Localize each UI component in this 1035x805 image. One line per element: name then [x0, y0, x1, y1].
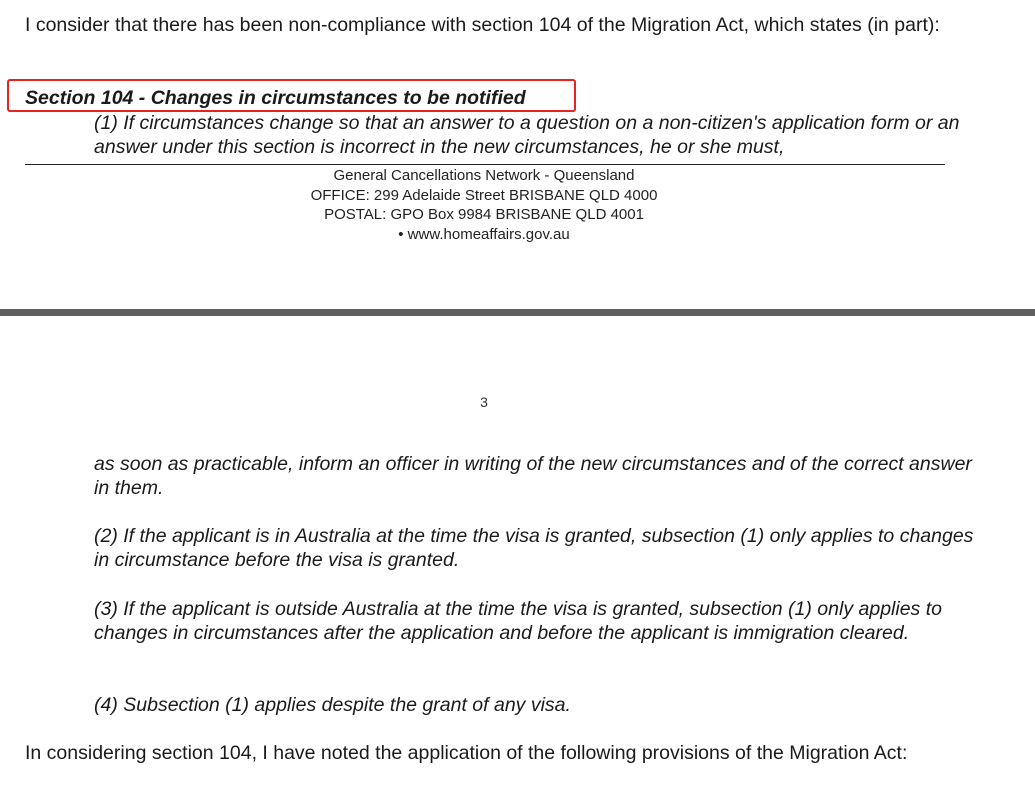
intro-paragraph: I consider that there has been non-compliance with section 104 of the Migration Act, which states (in part):	[25, 14, 940, 36]
section-heading: Section 104 - Changes in circumstances to be notified	[25, 87, 526, 109]
footer-line-office: OFFICE: 299 Adelaide Street BRISBANE QLD 4000	[310, 186, 658, 204]
page-number: 3	[480, 394, 488, 410]
subsection-3: (3) If the applicant is outside Australia at the time the visa is granted, subsection (1) only applies to changes in circumstances after the application and before the applicant is immigration cleared.	[94, 598, 942, 644]
subsection-2: (2) If the applicant is in Australia at the time the visa is granted, subsection (1) only applies to changes in circumstance before the visa is granted.	[94, 525, 974, 571]
document-page-top	[0, 0, 1035, 309]
subsection-1-end: as soon as practicable, inform an officer in writing of the new circumstances and of the correct answer in them.	[94, 453, 972, 499]
footer-divider	[25, 164, 945, 165]
footer-line-postal: POSTAL: GPO Box 9984 BRISBANE QLD 4001	[324, 206, 644, 223]
subsection-4: (4) Subsection (1) applies despite the grant of any visa.	[94, 694, 571, 716]
closing-paragraph: In considering section 104, I have noted the application of the following provisions of the Migration Act:	[25, 742, 908, 764]
subsection-1-start: (1) If circumstances change so that an answer to a question on a non-citizen's application form or an answer under this section is incorrect in the new circumstances, he or she must,	[94, 112, 960, 158]
document-page-bottom	[0, 316, 1035, 805]
footer-line-network: General Cancellations Network - Queensland	[333, 167, 635, 184]
footer-line-website: • www.homeaffairs.gov.au	[398, 225, 570, 243]
page-footer	[0, 166, 968, 244]
page-separator	[0, 309, 1035, 316]
